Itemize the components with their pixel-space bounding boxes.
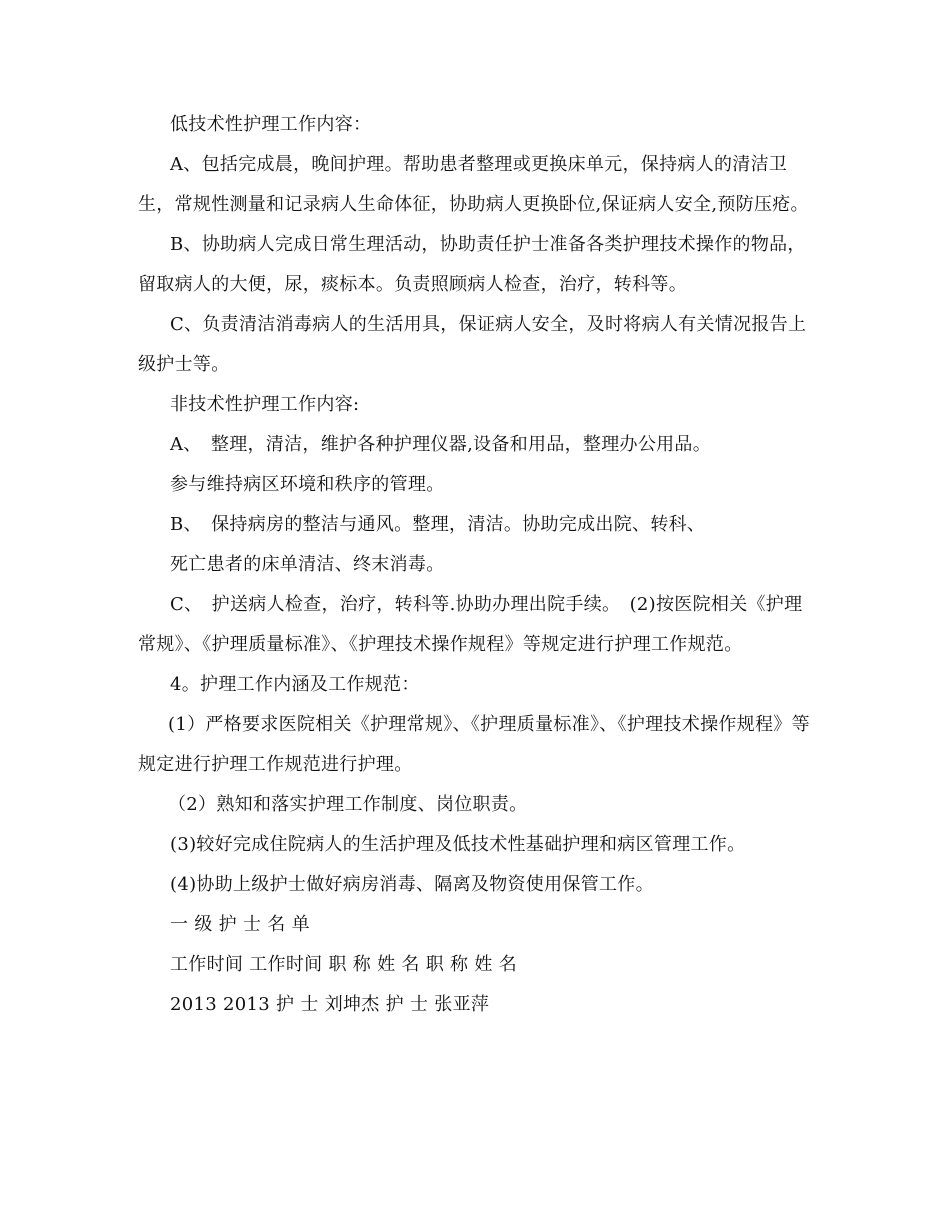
paragraph-standard-4: (4)协助上级护士做好病房消毒、隔离及物资使用保管工作。 xyxy=(170,874,654,895)
heading-nurse-list: 一 级 护 士 名 单 xyxy=(170,914,310,935)
nurse-list-row: 2013 2013 护 士 刘坤杰 护 士 张亚萍 xyxy=(170,994,490,1015)
paragraph-non-tech-b: B、 保持病房的整洁与通风。整理，清洁。协助完成出院、转科、 xyxy=(170,514,706,535)
paragraph-standard-2: （2）熟知和落实护理工作制度、岗位职责。 xyxy=(168,794,528,815)
paragraph-low-tech-a: A、包括完成晨，晚间护理。帮助患者整理或更换床单元，保持病人的清洁卫生，常规性测量和记录病人生命体征，协助病人更换卧位,保证病人安全,预防压疮。 xyxy=(138,154,809,215)
heading-care-standards: 4。护理工作内涵及工作规范： xyxy=(170,674,420,695)
nurse-list-header: 工作时间 工作时间 职 称 姓 名 职 称 姓 名 xyxy=(170,954,517,975)
paragraph-terminal-disinfection: 死亡患者的床单清洁、终末消毒。 xyxy=(170,554,445,575)
paragraph-standard-1: (1）严格要求医院相关《护理常规》、《护理质量标准》、《护理技术操作规程》等规定进行护理工作规范进行护理。 xyxy=(138,714,810,775)
paragraph-low-tech-c: C、负责清洁消毒病人的生活用具，保证病人安全，及时将病人有关情况报告上级护士等。 xyxy=(138,314,807,375)
heading-low-tech-care: 低技术性护理工作内容： xyxy=(170,114,372,135)
paragraph-non-tech-a: A、 整理，清洁，维护各种护理仪器,设备和用品，整理办公用品。 xyxy=(170,434,712,455)
document-body xyxy=(138,105,813,1025)
paragraph-low-tech-b: B、协助病人完成日常生理活动，协助责任护士准备各类护理技术操作的物品，留取病人的大便，尿，痰标本。负责照顾病人检查，治疗，转科等。 xyxy=(138,234,806,295)
paragraph-ward-management: 参与维持病区环境和秩序的管理。 xyxy=(170,474,445,495)
paragraph-standard-3: (3)较好完成住院病人的生活护理及低技术性基础护理和病区管理工作。 xyxy=(170,834,746,855)
heading-non-tech-care: 非技术性护理工作内容: xyxy=(170,394,360,415)
paragraph-non-tech-c: C、 护送病人检查，治疗，转科等.协助办理出院手续。 (2)按医院相关《护理常规》、《护理质量标准》、《护理技术操作规程》等规定进行护理工作规范。 xyxy=(138,594,803,655)
